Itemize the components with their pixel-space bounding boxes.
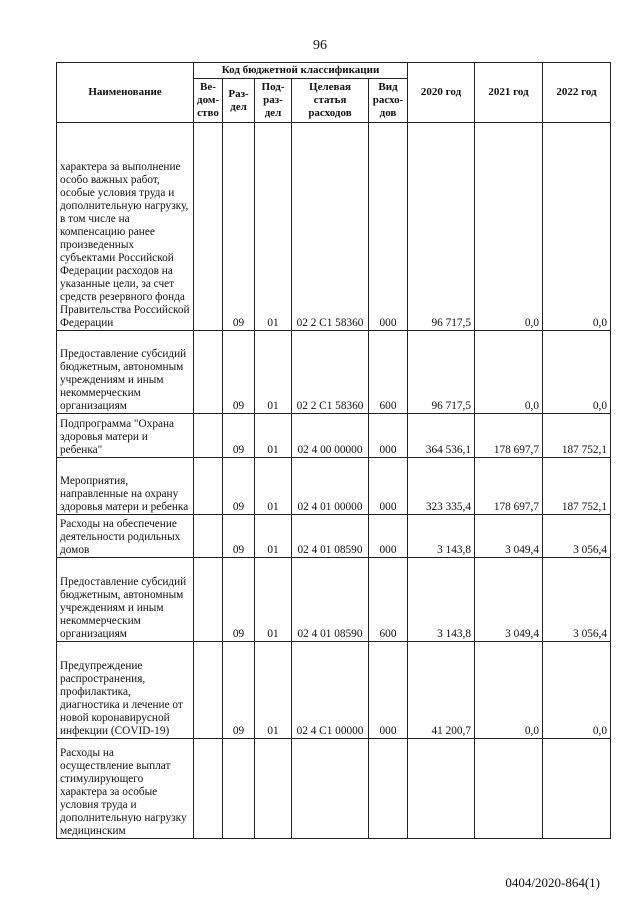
header-podrazdel: Под- раз- дел xyxy=(255,79,292,123)
row-ved xyxy=(194,558,223,642)
row-2021 xyxy=(475,739,543,839)
table-row xyxy=(57,642,611,739)
row-podrazdel: 01 xyxy=(255,642,292,739)
row-razdel: 09 xyxy=(223,642,255,739)
row-name: Предупреждение распространения, профилактика, диагностика и лечение от новой коронавирусной инфекции (COVID-19) xyxy=(57,642,194,739)
row-2022: 187 752,1 xyxy=(543,414,611,458)
row-2021: 0,0 xyxy=(475,123,543,331)
row-ved xyxy=(194,642,223,739)
row-vid xyxy=(369,739,408,839)
table-row xyxy=(57,414,611,458)
row-2020: 96 717,5 xyxy=(408,123,475,331)
row-vid: 000 xyxy=(369,123,408,331)
row-celevaya: 02 4 00 00000 xyxy=(292,414,369,458)
row-2022: 0,0 xyxy=(543,331,611,414)
row-name: характера за выполнение особо важных работ, особые условия труда и дополнительную нагрузку, в том числе на компенсацию ранее произведенных субъектами Российской Федерации расходов на указанные цели, за счет средств резервного фонда Правительства Российской Федерации xyxy=(57,123,194,331)
row-podrazdel: 01 xyxy=(255,123,292,331)
table-row xyxy=(57,515,611,558)
row-podrazdel: 01 xyxy=(255,458,292,515)
row-2022: 187 752,1 xyxy=(543,458,611,515)
table-row xyxy=(57,123,611,331)
row-2021: 178 697,7 xyxy=(475,458,543,515)
row-2022: 0,0 xyxy=(543,123,611,331)
row-razdel: 09 xyxy=(223,458,255,515)
row-razdel xyxy=(223,739,255,839)
row-ved xyxy=(194,414,223,458)
row-name: Предоставление субсидий бюджетным, автономным учреждениям и иным некоммерческим организациям xyxy=(57,331,194,414)
row-celevaya: 02 4 01 08590 xyxy=(292,558,369,642)
header-razdel: Раз- дел xyxy=(223,79,255,123)
row-celevaya: 02 4 01 08590 xyxy=(292,515,369,558)
row-celevaya: 02 4 01 00000 xyxy=(292,458,369,515)
row-ved xyxy=(194,458,223,515)
row-2022: 3 056,4 xyxy=(543,558,611,642)
row-2020: 364 536,1 xyxy=(408,414,475,458)
row-ved xyxy=(194,123,223,331)
row-vid: 600 xyxy=(369,331,408,414)
row-celevaya: 02 4 С1 00000 xyxy=(292,642,369,739)
table-row xyxy=(57,458,611,515)
header-kbk: Код бюджетной классификации xyxy=(194,63,408,79)
row-2022: 0,0 xyxy=(543,642,611,739)
row-razdel: 09 xyxy=(223,414,255,458)
header-2020: 2020 год xyxy=(408,63,475,123)
row-vid: 600 xyxy=(369,558,408,642)
row-celevaya: 02 2 С1 58360 xyxy=(292,331,369,414)
row-vid: 000 xyxy=(369,515,408,558)
row-podrazdel: 01 xyxy=(255,558,292,642)
row-2022: 3 056,4 xyxy=(543,515,611,558)
row-2021: 0,0 xyxy=(475,642,543,739)
table-row xyxy=(57,558,611,642)
row-2021: 178 697,7 xyxy=(475,414,543,458)
row-2020: 3 143,8 xyxy=(408,558,475,642)
row-razdel: 09 xyxy=(223,331,255,414)
row-ved xyxy=(194,515,223,558)
row-podrazdel xyxy=(255,739,292,839)
row-2020: 323 335,4 xyxy=(408,458,475,515)
row-2020: 96 717,5 xyxy=(408,331,475,414)
row-razdel: 09 xyxy=(223,515,255,558)
table-row xyxy=(57,331,611,414)
row-name: Подпрограмма "Охрана здоровья матери и ребенка" xyxy=(57,414,194,458)
header-vid: Вид расхо- дов xyxy=(369,79,408,123)
row-name: Расходы на осуществление выплат стимулирующего характера за особые условия труда и дополнительную нагрузку медицинским xyxy=(57,739,194,839)
header-name: Наименование xyxy=(57,63,194,123)
header-celevaya: Целевая статья расходов xyxy=(292,79,369,123)
row-ved xyxy=(194,739,223,839)
row-razdel: 09 xyxy=(223,558,255,642)
document-code: 0404/2020-864(1) xyxy=(505,875,600,890)
budget-table xyxy=(56,62,611,839)
row-razdel: 09 xyxy=(223,123,255,331)
row-name: Мероприятия, направленные на охрану здоровья матери и ребенка xyxy=(57,458,194,515)
row-2021: 3 049,4 xyxy=(475,515,543,558)
row-2021: 0,0 xyxy=(475,331,543,414)
row-celevaya xyxy=(292,739,369,839)
row-2020: 41 200,7 xyxy=(408,642,475,739)
row-vid: 000 xyxy=(369,642,408,739)
page-number: 96 xyxy=(313,38,327,53)
row-2021: 3 049,4 xyxy=(475,558,543,642)
row-podrazdel: 01 xyxy=(255,414,292,458)
row-podrazdel: 01 xyxy=(255,515,292,558)
row-ved xyxy=(194,331,223,414)
table-row xyxy=(57,739,611,839)
row-2020 xyxy=(408,739,475,839)
row-2020: 3 143,8 xyxy=(408,515,475,558)
row-name: Расходы на обеспечение деятельности родильных домов xyxy=(57,515,194,558)
header-2022: 2022 год xyxy=(543,63,611,123)
header-ved: Ве- дом- ство xyxy=(194,79,223,123)
row-vid: 000 xyxy=(369,458,408,515)
header-2021: 2021 год xyxy=(475,63,543,123)
row-name: Предоставление субсидий бюджетным, автономным учреждениям и иным некоммерческим организациям xyxy=(57,558,194,642)
row-podrazdel: 01 xyxy=(255,331,292,414)
row-celevaya: 02 2 С1 58360 xyxy=(292,123,369,331)
row-2022 xyxy=(543,739,611,839)
row-vid: 000 xyxy=(369,414,408,458)
